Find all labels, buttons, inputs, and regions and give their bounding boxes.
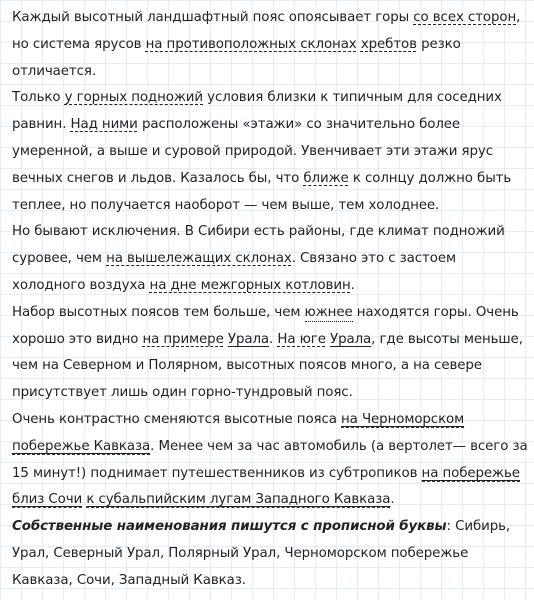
text-run: .: [390, 492, 395, 508]
marked-phrase: Урала: [227, 331, 270, 347]
text-run: условия близки к типичным для соседних равнин.: [12, 90, 502, 133]
marked-phrase: со всех сторон: [413, 10, 517, 25]
text-run: расположены «этажи» со значительно более умеренной, а выше и суровой природой. Увенчивает эти этажи ярус вечных снегов и льдов. Казалось бы, что: [12, 117, 493, 186]
text-run: , но система ярусов: [12, 10, 521, 52]
marked-phrase: у горных подножий: [64, 90, 204, 106]
marked-phrase: на дне межгорных котловин: [149, 277, 351, 293]
marked-phrase: ближе: [303, 170, 349, 186]
rule-note-text: : Сибирь, Урал, Северный Урал, Полярный Урал, Черноморском побережье Кавказа, Сочи, Западный Кавказ.: [12, 519, 511, 588]
text-run: резко отличается.: [12, 36, 461, 79]
marked-phrase: к субальпийским лугам Западного Кавказа: [86, 492, 391, 508]
paragraph: [12, 300, 528, 407]
paragraph: [12, 85, 528, 219]
text-run: .: [350, 277, 355, 293]
marked-phrase: на Черноморском побережье Кавказа: [12, 411, 465, 454]
rule-note-label: Собственные наименования пишутся с прописной буквы: [12, 519, 447, 535]
marked-phrase: На юге: [277, 331, 326, 347]
marked-phrase: Урала: [330, 331, 372, 347]
text-run: к солнцу должно быть теплее, но получается наоборот — чем выше, тем холоднее.: [12, 170, 512, 213]
paragraph: [12, 5, 528, 85]
marked-phrase: Над ними: [70, 117, 138, 133]
text-run: Каждый высотный ландшафтный пояс опоясывает горы: [12, 10, 414, 25]
rule-note: [12, 514, 528, 594]
text-run: . Менее чем за час автомобиль (а вертолет— всего за 15 минут!) поднимает путешественников из субтропиков: [12, 438, 528, 481]
marked-phrase: южнее: [304, 304, 353, 320]
marked-phrase: на примере: [142, 331, 224, 347]
marked-phrase: хребтов: [360, 36, 417, 52]
paragraph: [12, 219, 528, 299]
text-run: Набор высотных поясов тем больше, чем: [12, 304, 305, 320]
text-run: Только: [12, 90, 65, 106]
marked-phrase: на противоположных склонах: [145, 36, 357, 52]
paragraph: [12, 407, 528, 514]
marked-phrase: на побережье близ Сочи: [12, 465, 520, 508]
text-run: Но бывают исключения. В Сибири есть районы, где климат подножий суровее, чем: [12, 224, 505, 267]
text-run: находятся горы. Очень хорошо это видно: [12, 304, 519, 347]
text-run: .: [269, 331, 278, 347]
text-run: , где высоты меньше, чем на Северном и Полярном, высотных поясов много, а на севере присутствует лишь один горно-тундровый пояс.: [12, 331, 523, 401]
marked-phrase: на вышележащих склонах: [106, 251, 292, 267]
text-run: Очень контрастно сменяются высотные пояса: [12, 411, 342, 427]
text-run: . Связано это с застоем холодного воздуха: [12, 251, 456, 293]
text-body: [12, 5, 528, 514]
